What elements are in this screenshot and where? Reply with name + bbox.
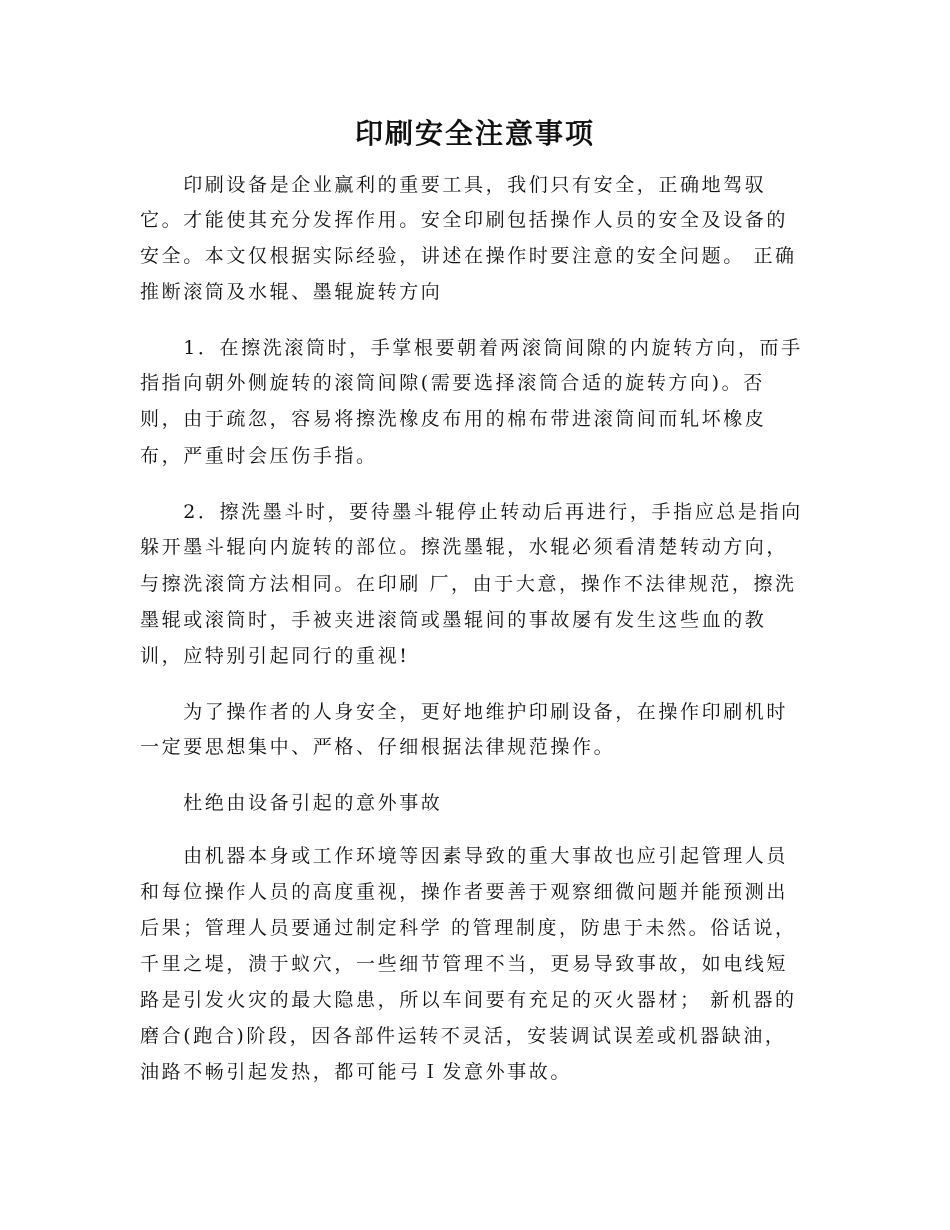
text-line: 与擦洗滚筒方法相同。在印刷 厂，由于大意，操作不法律规范，擦洗 <box>140 573 797 595</box>
text-line: 它。才能使其充分发挥作用。安全印刷包括操作人员的安全及设备的 <box>140 209 789 231</box>
text-line: 墨辊或滚筒时，手被夹进滚筒或墨辊间的事故屡有发生这些血的教 <box>140 609 767 631</box>
text-line: 后果；管理人员要通过制定科学 的管理制度，防患于未然。俗话说， <box>140 917 797 939</box>
text-line: 躲开墨斗辊向内旋转的部位。擦洗墨辊，水辊必须看清楚转动方向， <box>140 536 789 558</box>
text-line: 布，严重时会压伤手指。 <box>140 445 378 467</box>
text-line: 一定要思想集中、严格、仔细根据法律规范操作。 <box>140 736 616 758</box>
text-line: 千里之堤，溃于蚁穴，一些细节管理不当，更易导致事故，如电线短 <box>140 953 789 975</box>
text-line: 指指向朝外侧旋转的滚筒间隙(需要选择滚筒合适的旋转方向)。否 <box>140 372 765 394</box>
text-line: 和每位操作人员的高度重视，操作者要善于观察细微问题并能预测出 <box>140 881 789 903</box>
text-line: 油路不畅引起发热，都可能弓Ｉ发意外事故。 <box>140 1061 573 1083</box>
text-line: 为了操作者的人身安全，更好地维护印刷设备，在操作印刷机时 <box>140 701 789 723</box>
text-line: 则，由于疏忽，容易将擦洗橡皮布用的棉布带进滚筒间而轧坏橡皮 <box>140 408 767 430</box>
text-line: 印刷设备是企业赢利的重要工具，我们只有安全，正确地驾驭 <box>140 174 767 196</box>
text-line: 1．在擦洗滚筒时，手掌根要朝着两滚筒间隙的内旋转方向，而手 <box>140 337 803 359</box>
text-line: 路是引发火灾的最大隐患，所以车间要有充足的灭火器材； 新机器的 <box>140 989 797 1011</box>
text-line: 训，应特别引起同行的重视! <box>140 645 410 667</box>
text-line: 杜绝由设备引起的意外事故 <box>140 792 443 814</box>
text-line: 磨合(跑合)阶段，因各部件运转不灵活，安装调试误差或机器缺油， <box>140 1025 787 1047</box>
text-line: 2．擦洗墨斗时，要待墨斗辊停止转动后再进行，手指应总是指向 <box>140 501 803 523</box>
text-line: 推断滚筒及水辊、墨辊旋转方向 <box>140 281 443 303</box>
document-title: 印刷安全注意事项 <box>354 117 595 150</box>
text-line: 由机器本身或工作环境等因素导致的重大事故也应引起管理人员 <box>140 845 789 867</box>
text-line: 安全。本文仅根据实际经验，讲述在操作时要注意的安全问题。 正确 <box>140 245 797 267</box>
